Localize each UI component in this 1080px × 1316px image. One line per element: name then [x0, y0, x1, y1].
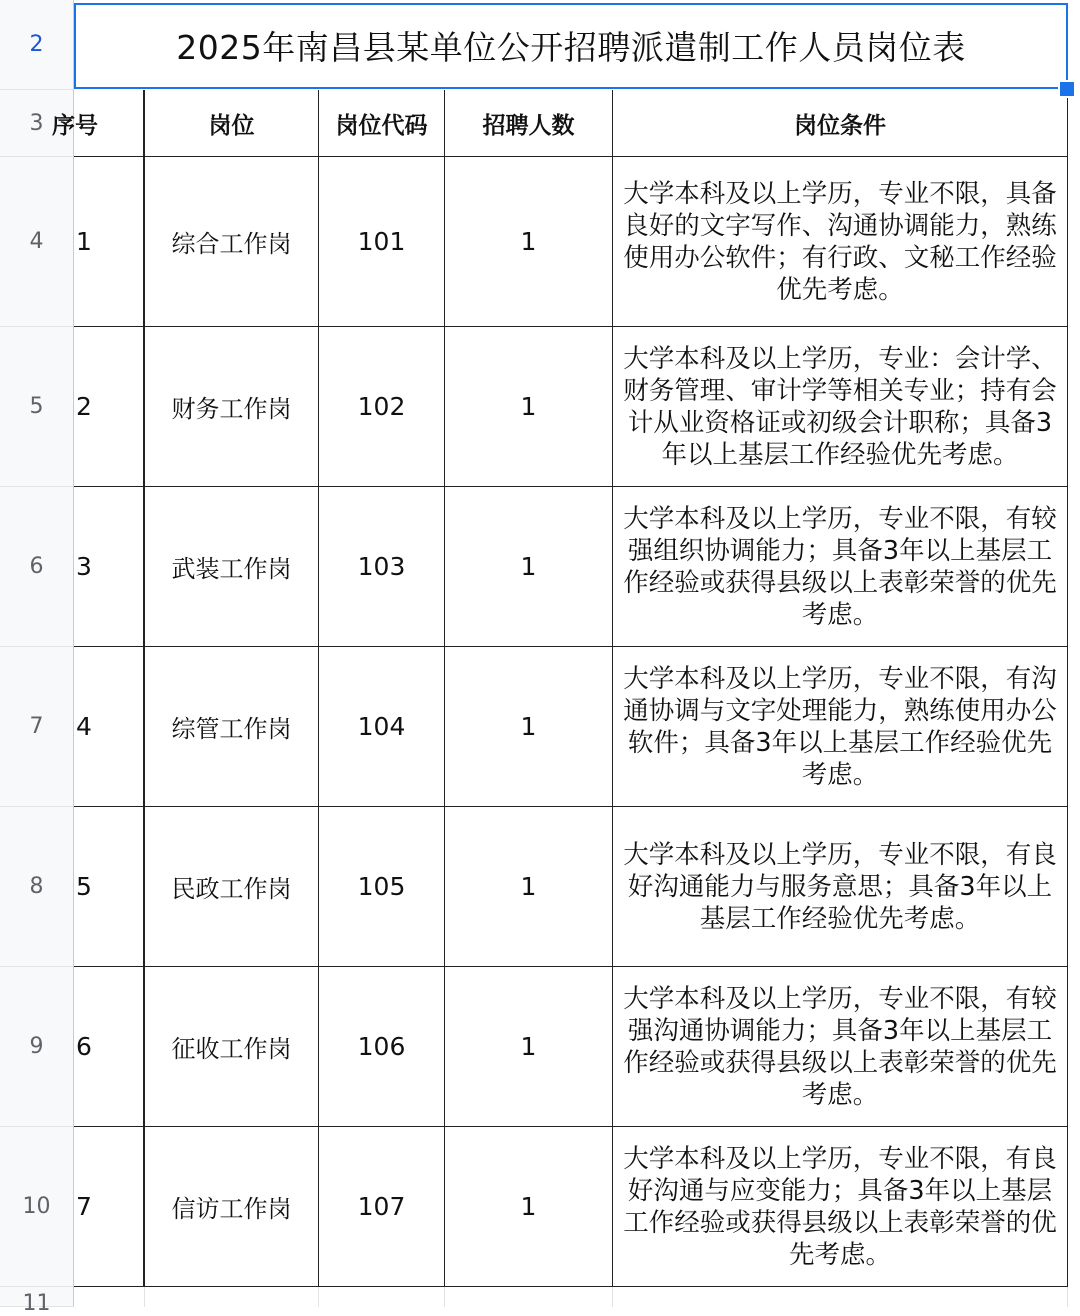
cell-conditions-text: 大学本科及以上学历，专业不限，具备良好的文字写作、沟通协调能力，熟练使用办公软件；有行政、文秘工作经验优先考虑。 — [623, 178, 1057, 305]
cell-count[interactable] — [445, 807, 613, 967]
cell-code-text: 103 — [357, 552, 406, 581]
cell-code[interactable] — [319, 157, 445, 327]
cell-conditions[interactable] — [613, 647, 1068, 807]
cell-position[interactable] — [144, 647, 319, 807]
cell-conditions-text: 大学本科及以上学历，专业不限，有沟通协调与文字处理能力，熟练使用办公软件；具备3年以上基层工作经验优先考虑。 — [623, 663, 1057, 790]
cell-position-text: 武装工作岗 — [171, 555, 292, 583]
cell-position-text: 综合工作岗 — [171, 230, 292, 258]
row-header[interactable]: 2 — [0, 0, 74, 90]
cell-count-text: 1 — [520, 227, 537, 256]
row-header[interactable]: 4 — [0, 157, 74, 327]
header-count-label: 招聘人数 — [482, 112, 575, 139]
cell-count[interactable] — [445, 327, 613, 487]
cell-count-text: 1 — [520, 1192, 537, 1221]
row-header[interactable]: 8 — [0, 807, 74, 967]
header-position-label: 岗位 — [208, 112, 255, 139]
cell-count[interactable] — [445, 157, 613, 327]
cell-count-text: 1 — [520, 552, 537, 581]
cell-seq-text: 4 — [76, 712, 92, 741]
cell-position-text: 信访工作岗 — [171, 1195, 292, 1223]
cell-code-text: 105 — [357, 872, 406, 901]
cell-conditions-text: 大学本科及以上学历，专业不限，有较强沟通协调能力；具备3年以上基层工作经验或获得县级以上表彰荣誉的优先考虑。 — [623, 983, 1057, 1110]
cell-conditions-text: 大学本科及以上学历，专业不限，有较强组织协调能力；具备3年以上基层工作经验或获得县级以上表彰荣誉的优先考虑。 — [623, 503, 1057, 630]
cell-conditions[interactable] — [613, 807, 1068, 967]
row-11-empty-cell[interactable] — [613, 1287, 1068, 1307]
sheet-title: 2025年南昌县某单位公开招聘派遣制工作人员岗位表 — [176, 27, 966, 67]
cell-conditions-text: 大学本科及以上学历，专业不限，有良好沟通能力与服务意思；具备3年以上基层工作经验优先考虑。 — [623, 839, 1057, 934]
header-code-label: 岗位代码 — [335, 112, 428, 139]
cell-code[interactable] — [319, 647, 445, 807]
cell-count-text: 1 — [520, 392, 537, 421]
cell-seq-text: 5 — [76, 872, 92, 901]
cell-conditions[interactable] — [613, 157, 1068, 327]
cell-count-text: 1 — [520, 872, 537, 901]
cell-code[interactable] — [319, 967, 445, 1127]
row-11-empty-cell[interactable] — [144, 1287, 319, 1307]
header-count[interactable] — [445, 90, 613, 157]
cell-code-text: 101 — [357, 227, 406, 256]
row-11-empty-cell[interactable] — [319, 1287, 445, 1307]
cell-seq-text: 1 — [76, 227, 92, 256]
header-position[interactable] — [144, 90, 319, 157]
cell-position[interactable] — [144, 157, 319, 327]
cell-conditions[interactable] — [613, 967, 1068, 1127]
cell-seq[interactable] — [74, 327, 144, 487]
cell-position[interactable] — [144, 487, 319, 647]
cell-count[interactable] — [445, 647, 613, 807]
cell-code-text: 104 — [357, 712, 406, 741]
header-code[interactable] — [319, 90, 445, 157]
cell-position-text: 民政工作岗 — [171, 875, 292, 903]
cell-seq[interactable] — [74, 487, 144, 647]
cell-count[interactable] — [445, 1127, 613, 1287]
row-header[interactable]: 11 — [0, 1287, 74, 1307]
cell-code[interactable] — [319, 487, 445, 647]
cell-code-text: 107 — [357, 1192, 406, 1221]
cell-count[interactable] — [445, 487, 613, 647]
cell-seq[interactable] — [74, 807, 144, 967]
cell-position-text: 财务工作岗 — [171, 395, 292, 423]
cell-seq[interactable] — [74, 647, 144, 807]
sheet-title-cell[interactable] — [74, 0, 1068, 90]
cell-seq[interactable] — [74, 1127, 144, 1287]
header-conditions-label: 岗位条件 — [794, 112, 886, 139]
cell-count-text: 1 — [520, 1032, 537, 1061]
cell-position-text: 征收工作岗 — [171, 1035, 292, 1063]
cell-conditions[interactable] — [613, 1127, 1068, 1287]
fill-handle[interactable] — [1058, 80, 1076, 98]
cell-seq-text: 2 — [76, 392, 92, 421]
cell-seq-text: 3 — [76, 552, 92, 581]
cell-conditions-text: 大学本科及以上学历，专业不限，有良好沟通与应变能力；具备3年以上基层工作经验或获得县级以上表彰荣誉的优先考虑。 — [623, 1143, 1057, 1270]
cell-code[interactable] — [319, 327, 445, 487]
header-seq[interactable] — [52, 90, 144, 157]
cell-position-text: 综管工作岗 — [171, 715, 292, 743]
cell-seq-text: 7 — [76, 1192, 92, 1221]
header-conditions[interactable] — [613, 90, 1068, 157]
cell-position[interactable] — [144, 1127, 319, 1287]
cell-position[interactable] — [144, 807, 319, 967]
cell-code[interactable] — [319, 807, 445, 967]
row-header[interactable]: 7 — [0, 647, 74, 807]
cell-position[interactable] — [144, 327, 319, 487]
cell-code-text: 102 — [357, 392, 406, 421]
cell-seq-text: 6 — [76, 1032, 92, 1061]
row-header[interactable]: 6 — [0, 487, 74, 647]
cell-code[interactable] — [319, 1127, 445, 1287]
cell-seq[interactable] — [74, 157, 144, 327]
row-header[interactable]: 9 — [0, 967, 74, 1127]
header-seq-label: 序号 — [52, 112, 98, 139]
cell-conditions[interactable] — [613, 487, 1068, 647]
row-header[interactable]: 10 — [0, 1127, 74, 1287]
cell-position[interactable] — [144, 967, 319, 1127]
cell-conditions[interactable] — [613, 327, 1068, 487]
row-11-empty-cell[interactable] — [445, 1287, 613, 1307]
cell-code-text: 106 — [357, 1032, 406, 1061]
row-header[interactable]: 3 — [0, 90, 74, 157]
cell-count-text: 1 — [520, 712, 537, 741]
cell-seq[interactable] — [74, 967, 144, 1127]
cell-count[interactable] — [445, 967, 613, 1127]
cell-conditions-text: 大学本科及以上学历，专业：会计学、财务管理、审计学等相关专业；持有会计从业资格证或初级会计职称；具备3年以上基层工作经验优先考虑。 — [623, 343, 1057, 470]
row-header[interactable]: 5 — [0, 327, 74, 487]
